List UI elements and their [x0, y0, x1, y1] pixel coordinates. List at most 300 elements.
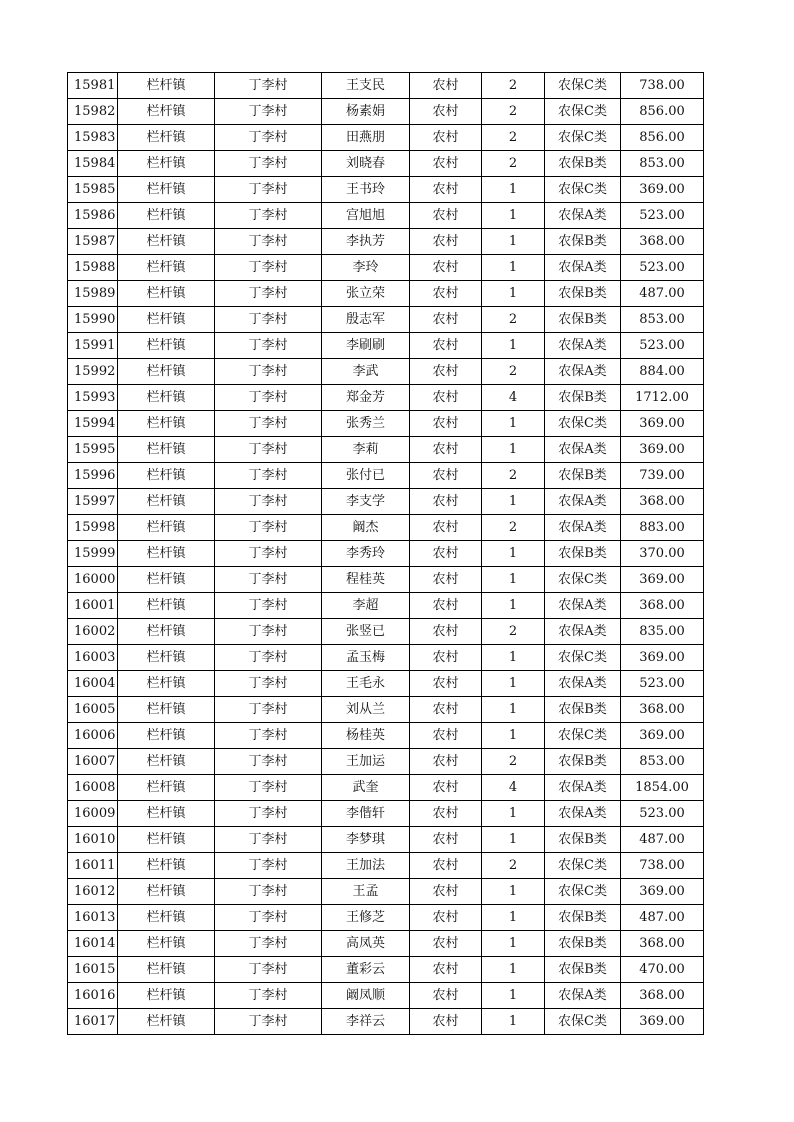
town-cell: 栏杆镇: [118, 983, 215, 1009]
village-cell: 丁李村: [215, 411, 322, 437]
town-cell: 栏杆镇: [118, 671, 215, 697]
member-count-cell: 1: [482, 281, 545, 307]
insurance-category-cell: 农保A类: [545, 255, 621, 281]
table-row: [68, 775, 704, 801]
member-count-cell: 4: [482, 385, 545, 411]
member-count-cell: 1: [482, 229, 545, 255]
person-name-cell: 王毛永: [322, 671, 410, 697]
record-id-cell: 15996: [68, 463, 118, 489]
table-row: [68, 489, 704, 515]
household-type-cell: 农村: [410, 1009, 482, 1035]
amount-cell: 470.00: [621, 957, 704, 983]
household-type-cell: 农村: [410, 541, 482, 567]
household-type-cell: 农村: [410, 307, 482, 333]
record-id-cell: 16007: [68, 749, 118, 775]
person-name-cell: 宫旭旭: [322, 203, 410, 229]
amount-cell: 487.00: [621, 905, 704, 931]
town-cell: 栏杆镇: [118, 827, 215, 853]
insurance-category-cell: 农保A类: [545, 203, 621, 229]
insurance-category-cell: 农保A类: [545, 593, 621, 619]
town-cell: 栏杆镇: [118, 593, 215, 619]
village-cell: 丁李村: [215, 151, 322, 177]
table-row: [68, 99, 704, 125]
town-cell: 栏杆镇: [118, 957, 215, 983]
town-cell: 栏杆镇: [118, 385, 215, 411]
amount-cell: 739.00: [621, 463, 704, 489]
member-count-cell: 1: [482, 541, 545, 567]
amount-cell: 884.00: [621, 359, 704, 385]
table-row: [68, 619, 704, 645]
person-name-cell: 李执芳: [322, 229, 410, 255]
member-count-cell: 1: [482, 671, 545, 697]
member-count-cell: 1: [482, 801, 545, 827]
town-cell: 栏杆镇: [118, 281, 215, 307]
village-cell: 丁李村: [215, 931, 322, 957]
village-cell: 丁李村: [215, 333, 322, 359]
person-name-cell: 杨桂英: [322, 723, 410, 749]
household-type-cell: 农村: [410, 73, 482, 99]
household-type-cell: 农村: [410, 281, 482, 307]
insurance-category-cell: 农保C类: [545, 73, 621, 99]
household-type-cell: 农村: [410, 463, 482, 489]
insurance-category-cell: 农保B类: [545, 281, 621, 307]
amount-cell: 523.00: [621, 333, 704, 359]
member-count-cell: 2: [482, 99, 545, 125]
table-row: [68, 541, 704, 567]
amount-cell: 523.00: [621, 801, 704, 827]
record-id-cell: 15984: [68, 151, 118, 177]
village-cell: 丁李村: [215, 567, 322, 593]
household-type-cell: 农村: [410, 749, 482, 775]
person-name-cell: 李祥云: [322, 1009, 410, 1035]
household-type-cell: 农村: [410, 333, 482, 359]
record-id-cell: 16012: [68, 879, 118, 905]
amount-cell: 856.00: [621, 125, 704, 151]
insurance-category-cell: 农保B类: [545, 463, 621, 489]
household-type-cell: 农村: [410, 593, 482, 619]
amount-cell: 369.00: [621, 879, 704, 905]
table-row: [68, 229, 704, 255]
insurance-category-cell: 农保A类: [545, 619, 621, 645]
household-type-cell: 农村: [410, 489, 482, 515]
insurance-category-cell: 农保A类: [545, 983, 621, 1009]
amount-cell: 1854.00: [621, 775, 704, 801]
record-id-cell: 16014: [68, 931, 118, 957]
amount-cell: 487.00: [621, 281, 704, 307]
member-count-cell: 1: [482, 437, 545, 463]
record-id-cell: 15995: [68, 437, 118, 463]
table-row: [68, 151, 704, 177]
insurance-category-cell: 农保C类: [545, 1009, 621, 1035]
village-cell: 丁李村: [215, 307, 322, 333]
household-type-cell: 农村: [410, 567, 482, 593]
village-cell: 丁李村: [215, 463, 322, 489]
town-cell: 栏杆镇: [118, 619, 215, 645]
person-name-cell: 王书玲: [322, 177, 410, 203]
village-cell: 丁李村: [215, 697, 322, 723]
member-count-cell: 1: [482, 827, 545, 853]
table-row: [68, 723, 704, 749]
village-cell: 丁李村: [215, 203, 322, 229]
village-cell: 丁李村: [215, 437, 322, 463]
member-count-cell: 2: [482, 307, 545, 333]
amount-cell: 856.00: [621, 99, 704, 125]
amount-cell: 368.00: [621, 489, 704, 515]
town-cell: 栏杆镇: [118, 333, 215, 359]
member-count-cell: 2: [482, 125, 545, 151]
insurance-category-cell: 农保A类: [545, 333, 621, 359]
member-count-cell: 1: [482, 593, 545, 619]
town-cell: 栏杆镇: [118, 515, 215, 541]
household-type-cell: 农村: [410, 515, 482, 541]
village-cell: 丁李村: [215, 983, 322, 1009]
village-cell: 丁李村: [215, 723, 322, 749]
table-row: [68, 515, 704, 541]
record-id-cell: 15994: [68, 411, 118, 437]
person-name-cell: 董彩云: [322, 957, 410, 983]
person-name-cell: 王加运: [322, 749, 410, 775]
amount-cell: 523.00: [621, 671, 704, 697]
record-id-cell: 15990: [68, 307, 118, 333]
person-name-cell: 刘晓春: [322, 151, 410, 177]
record-id-cell: 16001: [68, 593, 118, 619]
record-id-cell: 16015: [68, 957, 118, 983]
insurance-category-cell: 农保A类: [545, 359, 621, 385]
member-count-cell: 1: [482, 983, 545, 1009]
person-name-cell: 李刷刷: [322, 333, 410, 359]
insurance-category-cell: 农保C类: [545, 99, 621, 125]
table-row: [68, 437, 704, 463]
household-type-cell: 农村: [410, 203, 482, 229]
person-name-cell: 程桂英: [322, 567, 410, 593]
town-cell: 栏杆镇: [118, 879, 215, 905]
town-cell: 栏杆镇: [118, 697, 215, 723]
table-row: [68, 957, 704, 983]
household-type-cell: 农村: [410, 723, 482, 749]
amount-cell: 369.00: [621, 177, 704, 203]
record-id-cell: 16009: [68, 801, 118, 827]
person-name-cell: 阚凤顺: [322, 983, 410, 1009]
insurance-category-cell: 农保B类: [545, 905, 621, 931]
table-row: [68, 1009, 704, 1035]
member-count-cell: 1: [482, 411, 545, 437]
village-cell: 丁李村: [215, 359, 322, 385]
town-cell: 栏杆镇: [118, 411, 215, 437]
amount-cell: 738.00: [621, 853, 704, 879]
person-name-cell: 李支学: [322, 489, 410, 515]
person-name-cell: 王孟: [322, 879, 410, 905]
record-id-cell: 16000: [68, 567, 118, 593]
member-count-cell: 2: [482, 853, 545, 879]
village-cell: 丁李村: [215, 515, 322, 541]
table-row: [68, 593, 704, 619]
amount-cell: 835.00: [621, 619, 704, 645]
household-type-cell: 农村: [410, 801, 482, 827]
record-id-cell: 15992: [68, 359, 118, 385]
table-row: [68, 307, 704, 333]
table-row: [68, 255, 704, 281]
town-cell: 栏杆镇: [118, 177, 215, 203]
insurance-category-cell: 农保B类: [545, 749, 621, 775]
town-cell: 栏杆镇: [118, 99, 215, 125]
record-id-cell: 16003: [68, 645, 118, 671]
record-id-cell: 15986: [68, 203, 118, 229]
amount-cell: 523.00: [621, 255, 704, 281]
insurance-category-cell: 农保C类: [545, 411, 621, 437]
town-cell: 栏杆镇: [118, 645, 215, 671]
table-row: [68, 203, 704, 229]
town-cell: 栏杆镇: [118, 437, 215, 463]
table-row: [68, 697, 704, 723]
table-row: [68, 905, 704, 931]
table-row: [68, 983, 704, 1009]
person-name-cell: 阚杰: [322, 515, 410, 541]
amount-cell: 853.00: [621, 307, 704, 333]
amount-cell: 369.00: [621, 567, 704, 593]
village-cell: 丁李村: [215, 905, 322, 931]
person-name-cell: 李偕轩: [322, 801, 410, 827]
member-count-cell: 1: [482, 203, 545, 229]
table-row: [68, 281, 704, 307]
person-name-cell: 张立荣: [322, 281, 410, 307]
town-cell: 栏杆镇: [118, 931, 215, 957]
member-count-cell: 2: [482, 515, 545, 541]
town-cell: 栏杆镇: [118, 229, 215, 255]
records-table: [67, 72, 704, 1035]
insurance-category-cell: 农保B类: [545, 541, 621, 567]
member-count-cell: 2: [482, 359, 545, 385]
town-cell: 栏杆镇: [118, 151, 215, 177]
person-name-cell: 孟玉梅: [322, 645, 410, 671]
person-name-cell: 张付已: [322, 463, 410, 489]
insurance-category-cell: 农保C类: [545, 879, 621, 905]
member-count-cell: 2: [482, 463, 545, 489]
table-row: [68, 359, 704, 385]
person-name-cell: 殷志军: [322, 307, 410, 333]
village-cell: 丁李村: [215, 775, 322, 801]
household-type-cell: 农村: [410, 983, 482, 1009]
person-name-cell: 李超: [322, 593, 410, 619]
member-count-cell: 1: [482, 1009, 545, 1035]
household-type-cell: 农村: [410, 359, 482, 385]
insurance-category-cell: 农保A类: [545, 801, 621, 827]
village-cell: 丁李村: [215, 541, 322, 567]
table-row: [68, 879, 704, 905]
household-type-cell: 农村: [410, 151, 482, 177]
record-id-cell: 16006: [68, 723, 118, 749]
person-name-cell: 李莉: [322, 437, 410, 463]
household-type-cell: 农村: [410, 827, 482, 853]
record-id-cell: 15988: [68, 255, 118, 281]
village-cell: 丁李村: [215, 255, 322, 281]
insurance-category-cell: 农保B类: [545, 229, 621, 255]
member-count-cell: 1: [482, 645, 545, 671]
insurance-category-cell: 农保B类: [545, 931, 621, 957]
town-cell: 栏杆镇: [118, 489, 215, 515]
town-cell: 栏杆镇: [118, 1009, 215, 1035]
amount-cell: 369.00: [621, 645, 704, 671]
record-id-cell: 16005: [68, 697, 118, 723]
person-name-cell: 李梦琪: [322, 827, 410, 853]
table-row: [68, 645, 704, 671]
village-cell: 丁李村: [215, 1009, 322, 1035]
table-row: [68, 125, 704, 151]
amount-cell: 369.00: [621, 411, 704, 437]
table-row: [68, 333, 704, 359]
household-type-cell: 农村: [410, 853, 482, 879]
member-count-cell: 1: [482, 697, 545, 723]
amount-cell: 368.00: [621, 697, 704, 723]
amount-cell: 369.00: [621, 723, 704, 749]
table-row: [68, 749, 704, 775]
record-id-cell: 15981: [68, 73, 118, 99]
household-type-cell: 农村: [410, 645, 482, 671]
record-id-cell: 15989: [68, 281, 118, 307]
amount-cell: 523.00: [621, 203, 704, 229]
record-id-cell: 15982: [68, 99, 118, 125]
household-type-cell: 农村: [410, 229, 482, 255]
town-cell: 栏杆镇: [118, 255, 215, 281]
village-cell: 丁李村: [215, 827, 322, 853]
table-row: [68, 801, 704, 827]
village-cell: 丁李村: [215, 879, 322, 905]
town-cell: 栏杆镇: [118, 723, 215, 749]
insurance-category-cell: 农保C类: [545, 567, 621, 593]
person-name-cell: 李玲: [322, 255, 410, 281]
insurance-category-cell: 农保B类: [545, 697, 621, 723]
amount-cell: 369.00: [621, 437, 704, 463]
member-count-cell: 1: [482, 567, 545, 593]
village-cell: 丁李村: [215, 177, 322, 203]
member-count-cell: 1: [482, 905, 545, 931]
record-id-cell: 16016: [68, 983, 118, 1009]
town-cell: 栏杆镇: [118, 203, 215, 229]
member-count-cell: 1: [482, 177, 545, 203]
village-cell: 丁李村: [215, 645, 322, 671]
insurance-category-cell: 农保B类: [545, 385, 621, 411]
record-id-cell: 16002: [68, 619, 118, 645]
insurance-category-cell: 农保C类: [545, 125, 621, 151]
record-id-cell: 16013: [68, 905, 118, 931]
village-cell: 丁李村: [215, 281, 322, 307]
member-count-cell: 1: [482, 489, 545, 515]
amount-cell: 369.00: [621, 1009, 704, 1035]
insurance-category-cell: 农保B类: [545, 827, 621, 853]
member-count-cell: 1: [482, 333, 545, 359]
table-row: [68, 671, 704, 697]
record-id-cell: 16011: [68, 853, 118, 879]
town-cell: 栏杆镇: [118, 853, 215, 879]
person-name-cell: 刘从兰: [322, 697, 410, 723]
member-count-cell: 1: [482, 723, 545, 749]
person-name-cell: 张竖已: [322, 619, 410, 645]
household-type-cell: 农村: [410, 775, 482, 801]
amount-cell: 487.00: [621, 827, 704, 853]
town-cell: 栏杆镇: [118, 541, 215, 567]
person-name-cell: 张秀兰: [322, 411, 410, 437]
table-row: [68, 827, 704, 853]
town-cell: 栏杆镇: [118, 307, 215, 333]
person-name-cell: 高凤英: [322, 931, 410, 957]
insurance-category-cell: 农保A类: [545, 775, 621, 801]
amount-cell: 368.00: [621, 229, 704, 255]
record-id-cell: 16008: [68, 775, 118, 801]
town-cell: 栏杆镇: [118, 905, 215, 931]
household-type-cell: 农村: [410, 411, 482, 437]
record-id-cell: 16010: [68, 827, 118, 853]
person-name-cell: 王修芝: [322, 905, 410, 931]
household-type-cell: 农村: [410, 879, 482, 905]
records-body: [68, 73, 704, 1035]
table-row: [68, 385, 704, 411]
household-type-cell: 农村: [410, 619, 482, 645]
household-type-cell: 农村: [410, 437, 482, 463]
town-cell: 栏杆镇: [118, 567, 215, 593]
record-id-cell: 15997: [68, 489, 118, 515]
person-name-cell: 王加法: [322, 853, 410, 879]
village-cell: 丁李村: [215, 957, 322, 983]
town-cell: 栏杆镇: [118, 749, 215, 775]
member-count-cell: 1: [482, 957, 545, 983]
village-cell: 丁李村: [215, 749, 322, 775]
insurance-category-cell: 农保A类: [545, 437, 621, 463]
insurance-category-cell: 农保C类: [545, 853, 621, 879]
insurance-category-cell: 农保A类: [545, 671, 621, 697]
person-name-cell: 李秀玲: [322, 541, 410, 567]
insurance-category-cell: 农保A类: [545, 515, 621, 541]
town-cell: 栏杆镇: [118, 73, 215, 99]
amount-cell: 368.00: [621, 983, 704, 1009]
table-row: [68, 411, 704, 437]
village-cell: 丁李村: [215, 593, 322, 619]
record-id-cell: 15985: [68, 177, 118, 203]
amount-cell: 368.00: [621, 931, 704, 957]
village-cell: 丁李村: [215, 801, 322, 827]
person-name-cell: 李武: [322, 359, 410, 385]
household-type-cell: 农村: [410, 697, 482, 723]
household-type-cell: 农村: [410, 957, 482, 983]
household-type-cell: 农村: [410, 125, 482, 151]
record-id-cell: 16017: [68, 1009, 118, 1035]
household-type-cell: 农村: [410, 99, 482, 125]
town-cell: 栏杆镇: [118, 775, 215, 801]
table-row: [68, 177, 704, 203]
insurance-category-cell: 农保C类: [545, 723, 621, 749]
record-id-cell: 15999: [68, 541, 118, 567]
member-count-cell: 2: [482, 73, 545, 99]
member-count-cell: 2: [482, 619, 545, 645]
member-count-cell: 4: [482, 775, 545, 801]
person-name-cell: 武奎: [322, 775, 410, 801]
village-cell: 丁李村: [215, 489, 322, 515]
insurance-category-cell: 农保B类: [545, 307, 621, 333]
table-row: [68, 853, 704, 879]
village-cell: 丁李村: [215, 853, 322, 879]
amount-cell: 738.00: [621, 73, 704, 99]
member-count-cell: 2: [482, 749, 545, 775]
household-type-cell: 农村: [410, 931, 482, 957]
person-name-cell: 田燕朋: [322, 125, 410, 151]
table-row: [68, 73, 704, 99]
household-type-cell: 农村: [410, 177, 482, 203]
village-cell: 丁李村: [215, 99, 322, 125]
town-cell: 栏杆镇: [118, 801, 215, 827]
record-id-cell: 15993: [68, 385, 118, 411]
amount-cell: 883.00: [621, 515, 704, 541]
table-row: [68, 931, 704, 957]
village-cell: 丁李村: [215, 73, 322, 99]
insurance-category-cell: 农保B类: [545, 957, 621, 983]
